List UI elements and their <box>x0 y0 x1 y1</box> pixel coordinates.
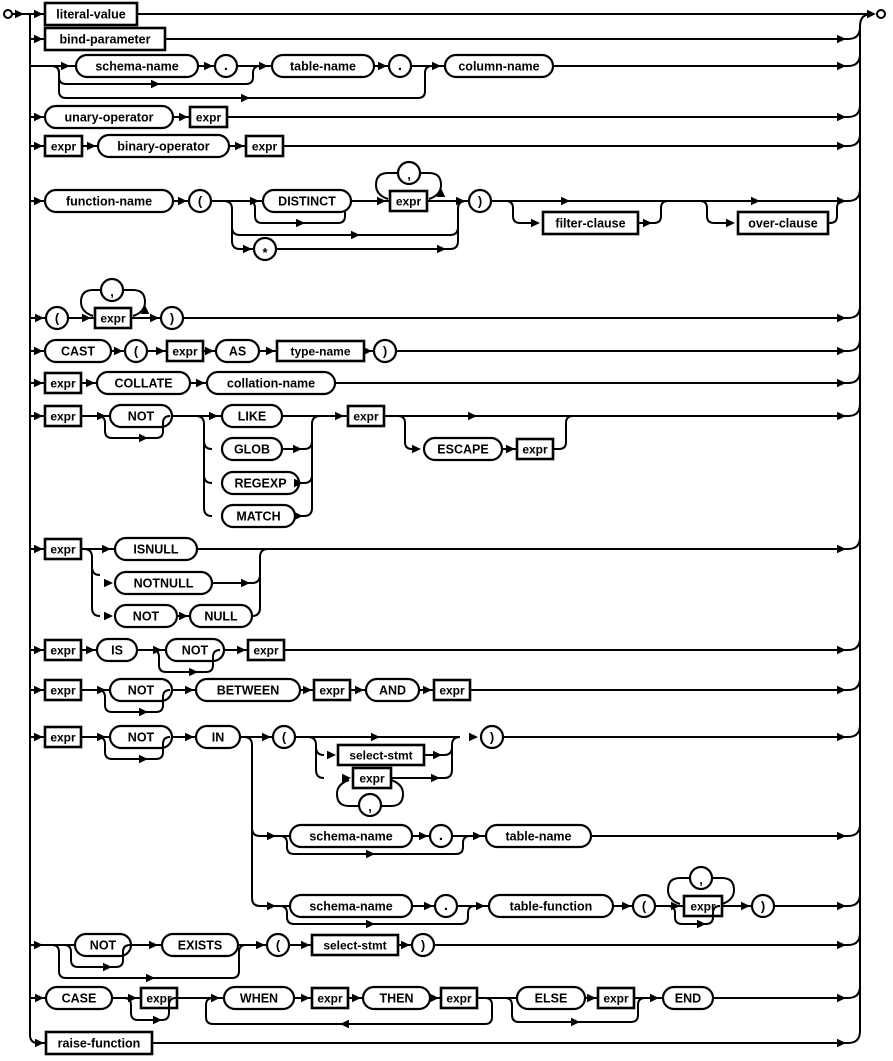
svg-text:.: . <box>223 57 229 74</box>
node-schema-name <box>76 55 198 77</box>
branch-raise-function <box>35 1031 860 1054</box>
node-expr[interactable] <box>190 107 227 127</box>
close-paren-terminal <box>752 895 774 917</box>
svg-text:expr: expr <box>50 139 77 154</box>
node-expr[interactable] <box>45 539 81 559</box>
node-escape <box>424 438 502 460</box>
svg-text:NOTNULL: NOTNULL <box>133 576 194 591</box>
svg-text:END: END <box>674 991 702 1006</box>
svg-text:expr: expr <box>146 991 172 1006</box>
close-paren-terminal <box>161 307 183 329</box>
node-bind-parameter[interactable] <box>45 28 165 50</box>
node-expr[interactable] <box>312 988 348 1008</box>
svg-text:expr: expr <box>253 643 279 658</box>
node-cast <box>45 340 111 362</box>
node-exists <box>162 934 238 956</box>
svg-text:filter-clause: filter-clause <box>555 216 626 231</box>
svg-text:binary-operator: binary-operator <box>117 139 210 154</box>
svg-text:over-clause: over-clause <box>748 216 818 231</box>
node-expr[interactable] <box>314 680 350 700</box>
svg-text:): ) <box>382 343 388 359</box>
svg-text:raise-function: raise-function <box>57 1036 141 1051</box>
svg-text:expr: expr <box>317 991 343 1006</box>
svg-text:GLOB: GLOB <box>233 442 271 457</box>
node-expr[interactable] <box>348 406 384 426</box>
svg-text:DISTINCT: DISTINCT <box>278 194 336 209</box>
branch-in <box>30 725 860 928</box>
node-when <box>224 987 294 1009</box>
svg-text:NOT: NOT <box>127 409 155 424</box>
svg-text:(: ( <box>54 310 60 326</box>
node-column-name <box>445 55 553 77</box>
start-terminal <box>4 10 12 18</box>
svg-text:NULL: NULL <box>204 609 238 624</box>
node-like <box>222 405 282 427</box>
svg-text:expr: expr <box>50 643 76 658</box>
svg-text:BETWEEN: BETWEEN <box>216 683 280 698</box>
svg-text:table-name: table-name <box>290 59 356 74</box>
svg-text:select-stmt: select-stmt <box>323 938 387 953</box>
node-expr[interactable] <box>167 341 203 361</box>
node-select-stmt[interactable] <box>338 745 424 765</box>
node-expr[interactable] <box>45 136 82 156</box>
svg-text:AS: AS <box>228 344 247 359</box>
branch-collate <box>30 371 860 394</box>
node-in <box>196 726 240 748</box>
svg-text:REGEXP: REGEXP <box>234 476 287 491</box>
dot-terminal <box>215 55 237 77</box>
node-distinct <box>263 190 351 212</box>
svg-text:expr: expr <box>353 409 379 424</box>
node-table-function <box>489 895 613 917</box>
node-not <box>115 605 177 627</box>
node-else <box>517 987 585 1009</box>
branch-literal-value <box>34 3 137 25</box>
node-expr[interactable] <box>434 680 470 700</box>
comma-terminal <box>359 794 381 816</box>
end-terminal <box>877 10 885 18</box>
svg-text:*: * <box>262 245 268 260</box>
svg-text:unary-operator: unary-operator <box>64 110 154 125</box>
svg-text:expr: expr <box>50 730 76 745</box>
comma-terminal <box>101 279 123 301</box>
svg-text:(: ( <box>641 898 647 914</box>
svg-text:.: . <box>397 57 403 74</box>
svg-text:expr: expr <box>395 194 422 209</box>
open-paren-terminal <box>189 190 211 212</box>
svg-text:COLLATE: COLLATE <box>114 376 173 391</box>
svg-text:,: , <box>699 872 703 887</box>
svg-text:EXISTS: EXISTS <box>177 938 223 953</box>
svg-text:(: ( <box>197 193 203 209</box>
node-between <box>196 679 300 701</box>
svg-text:NOT: NOT <box>127 730 155 745</box>
node-type-name[interactable] <box>277 341 364 361</box>
svg-text:): ) <box>489 729 495 745</box>
svg-text:ESCAPE: ESCAPE <box>437 442 489 457</box>
svg-text:expr: expr <box>50 409 76 424</box>
svg-text:CAST: CAST <box>60 344 96 359</box>
node-expr[interactable] <box>248 640 284 660</box>
svg-text:expr: expr <box>50 542 76 557</box>
svg-text:expr: expr <box>439 683 465 698</box>
svg-text:CASE: CASE <box>61 991 97 1006</box>
node-expr[interactable] <box>390 191 427 211</box>
svg-text:expr: expr <box>603 991 629 1006</box>
star-terminal <box>254 238 276 260</box>
node-notnull <box>115 572 212 594</box>
svg-text:expr: expr <box>100 311 126 326</box>
svg-text:expr: expr <box>446 991 472 1006</box>
close-paren-terminal <box>374 340 396 362</box>
node-is <box>97 639 137 661</box>
node-collation-name <box>207 372 335 394</box>
svg-text:expr: expr <box>50 683 76 698</box>
svg-text:MATCH: MATCH <box>236 509 281 524</box>
svg-text:expr: expr <box>172 344 198 359</box>
svg-text:): ) <box>420 937 426 953</box>
svg-text:expr: expr <box>195 110 222 125</box>
node-expr[interactable] <box>598 988 634 1008</box>
close-paren-terminal <box>481 726 503 748</box>
branch-unary <box>30 105 860 128</box>
svg-text:NOT: NOT <box>132 609 160 624</box>
svg-text:expr: expr <box>251 139 278 154</box>
node-not <box>166 639 224 661</box>
svg-text:bind-parameter: bind-parameter <box>59 32 151 47</box>
svg-text:): ) <box>477 193 483 209</box>
svg-text:expr: expr <box>522 442 548 457</box>
node-expr[interactable] <box>441 988 477 1008</box>
svg-text:column-name: column-name <box>458 59 540 74</box>
svg-text:NOT: NOT <box>181 643 209 658</box>
node-expr[interactable] <box>45 640 81 660</box>
svg-text:,: , <box>368 799 372 814</box>
svg-text:.: . <box>438 827 444 844</box>
comma-terminal <box>690 867 712 889</box>
node-collate <box>97 372 190 394</box>
node-function-name <box>45 190 173 212</box>
node-schema-name <box>290 895 412 917</box>
svg-text:literal-value: literal-value <box>56 7 126 22</box>
node-unary-operator <box>45 106 173 128</box>
node-expr[interactable] <box>353 768 391 788</box>
open-paren-terminal <box>267 934 289 956</box>
node-regexp <box>222 472 299 494</box>
svg-text:.: . <box>443 897 449 914</box>
node-table-name <box>486 825 591 847</box>
node-as <box>216 340 259 362</box>
node-and <box>366 679 419 701</box>
node-match <box>222 505 295 527</box>
svg-text:IS: IS <box>111 643 123 658</box>
node-end <box>663 987 713 1009</box>
close-paren-terminal <box>412 934 434 956</box>
svg-text:(: ( <box>275 937 281 953</box>
branch-like <box>30 404 860 527</box>
node-expr[interactable] <box>45 680 81 700</box>
node-null <box>190 605 252 627</box>
diagram-rails <box>4 7 885 1043</box>
node-binary-operator <box>98 135 229 157</box>
node-table-name <box>272 55 374 77</box>
svg-text:table-function: table-function <box>509 899 593 914</box>
svg-text:,: , <box>407 167 411 182</box>
node-glob <box>222 438 282 460</box>
node-filter-clause[interactable] <box>543 212 638 234</box>
svg-text:select-stmt: select-stmt <box>349 748 413 763</box>
svg-text:schema-name: schema-name <box>309 899 393 914</box>
svg-text:table-name: table-name <box>505 829 572 844</box>
svg-text:(: ( <box>133 343 139 359</box>
branch-is <box>30 638 860 676</box>
svg-text:expr: expr <box>690 899 716 914</box>
branch-cast <box>30 339 860 362</box>
node-schema-name <box>290 825 412 847</box>
svg-text:expr: expr <box>319 683 345 698</box>
svg-text:IN: IN <box>211 730 225 745</box>
svg-text:,: , <box>110 284 114 299</box>
dot-terminal <box>435 895 457 917</box>
open-paren-terminal <box>46 307 68 329</box>
svg-text:LIKE: LIKE <box>237 409 267 424</box>
svg-text:ISNULL: ISNULL <box>133 542 179 557</box>
branch-exists <box>30 933 860 982</box>
branch-function-call <box>30 162 860 260</box>
branch-case <box>30 986 860 1028</box>
svg-text:expr: expr <box>50 376 76 391</box>
svg-text:(: ( <box>281 729 287 745</box>
svg-text:ELSE: ELSE <box>534 991 568 1006</box>
svg-text:NOT: NOT <box>127 683 155 698</box>
dot-terminal <box>389 55 411 77</box>
node-case <box>46 987 112 1009</box>
branch-between <box>30 678 860 716</box>
node-select-stmt[interactable] <box>312 935 398 955</box>
branch-bind-parameter <box>30 27 860 50</box>
close-paren-terminal <box>469 190 491 212</box>
open-paren-terminal <box>125 340 147 362</box>
branch-null-test <box>30 537 860 627</box>
svg-text:expr: expr <box>359 771 385 786</box>
node-expr[interactable] <box>45 727 81 747</box>
node-raise-function[interactable] <box>46 1032 152 1054</box>
node-then <box>363 987 430 1009</box>
node-expr[interactable] <box>45 406 81 426</box>
comma-terminal <box>398 162 420 184</box>
open-paren-terminal <box>273 726 295 748</box>
branch-column-reference <box>30 54 860 102</box>
svg-text:AND: AND <box>378 683 407 698</box>
svg-text:WHEN: WHEN <box>239 991 279 1006</box>
svg-text:collation-name: collation-name <box>226 376 316 391</box>
node-literal-value[interactable] <box>45 3 137 25</box>
node-isnull <box>115 538 197 560</box>
node-expr[interactable] <box>45 373 81 393</box>
node-over-clause[interactable] <box>738 212 828 234</box>
dot-terminal <box>430 825 452 847</box>
branch-paren-expr-list <box>30 279 860 329</box>
svg-text:function-name: function-name <box>65 194 153 209</box>
open-paren-terminal <box>633 895 655 917</box>
svg-text:THEN: THEN <box>379 991 414 1006</box>
branch-binary <box>30 134 860 157</box>
node-expr[interactable] <box>246 136 283 156</box>
node-expr[interactable] <box>95 308 131 328</box>
svg-text:NOT: NOT <box>89 938 117 953</box>
node-expr[interactable] <box>517 439 553 459</box>
svg-text:): ) <box>169 310 175 326</box>
svg-text:type-name: type-name <box>290 344 351 359</box>
svg-text:): ) <box>760 898 766 914</box>
svg-text:schema-name: schema-name <box>309 829 393 844</box>
svg-text:schema-name: schema-name <box>95 59 179 74</box>
